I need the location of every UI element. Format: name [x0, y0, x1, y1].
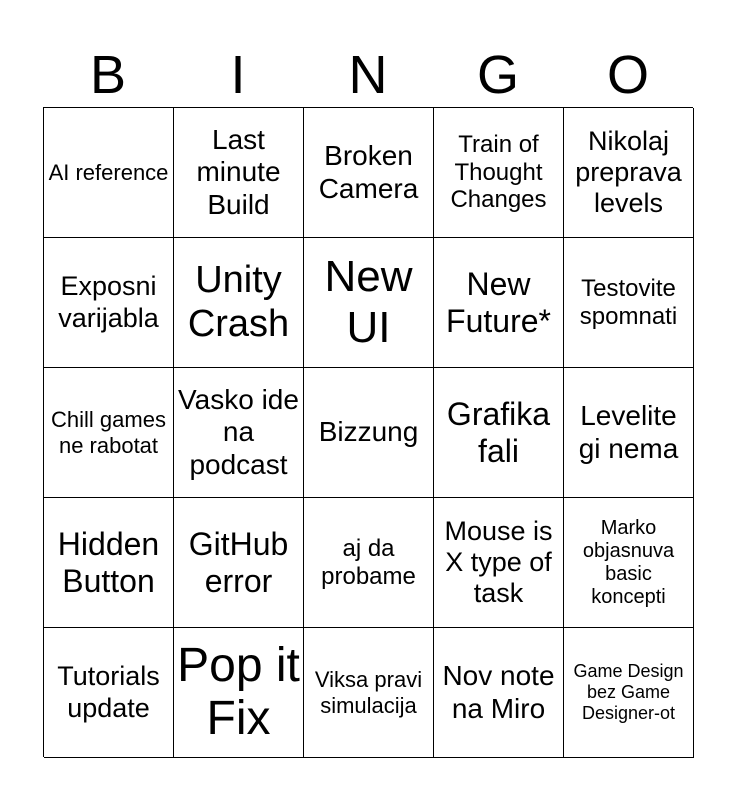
header-letter-b: B	[89, 45, 127, 105]
header-letter-i: I	[230, 45, 246, 105]
header-letter-o: O	[606, 45, 649, 105]
bingo-cell[interactable]: Train of Thought Changes	[434, 108, 564, 238]
bingo-cell[interactable]: Broken Camera	[304, 108, 434, 238]
bingo-cell[interactable]: Tutorials update	[44, 628, 174, 758]
bingo-cell[interactable]: Testovite spomnati	[564, 238, 694, 368]
bingo-cell[interactable]: aj da probame	[304, 498, 434, 628]
bingo-cell[interactable]: Nikolaj preprava levels	[564, 108, 694, 238]
bingo-cell[interactable]: Hidden Button	[44, 498, 174, 628]
bingo-cell[interactable]: Nov note na Miro	[434, 628, 564, 758]
bingo-cell[interactable]: Pop it Fix	[174, 628, 304, 758]
bingo-cell[interactable]: AI reference	[44, 108, 174, 238]
bingo-cell[interactable]: New UI	[304, 238, 434, 368]
bingo-board	[43, 107, 693, 757]
bingo-cell[interactable]: Levelite gi nema	[564, 368, 694, 498]
header-letter-n: N	[348, 45, 388, 105]
bingo-cell[interactable]: Unity Crash	[174, 238, 304, 368]
header-letter-g: G	[476, 45, 519, 105]
bingo-cell[interactable]: Marko objasnuva basic koncepti	[564, 498, 694, 628]
bingo-cell[interactable]: Chill games ne rabotat	[44, 368, 174, 498]
bingo-cell[interactable]: Grafika fali	[434, 368, 564, 498]
bingo-cell[interactable]: Game Design bez Game Designer-ot	[564, 628, 694, 758]
bingo-cell[interactable]: Viksa pravi simulacija	[304, 628, 434, 758]
bingo-cell[interactable]: Exposni varijabla	[44, 238, 174, 368]
bingo-cell[interactable]: GitHub error	[174, 498, 304, 628]
bingo-cell[interactable]: Last minute Build	[174, 108, 304, 238]
bingo-header	[43, 44, 693, 106]
bingo-cell[interactable]: Vasko ide na podcast	[174, 368, 304, 498]
bingo-cell[interactable]: Bizzung	[304, 368, 434, 498]
bingo-cell[interactable]: New Future*	[434, 238, 564, 368]
bingo-cell[interactable]: Mouse is X type of task	[434, 498, 564, 628]
